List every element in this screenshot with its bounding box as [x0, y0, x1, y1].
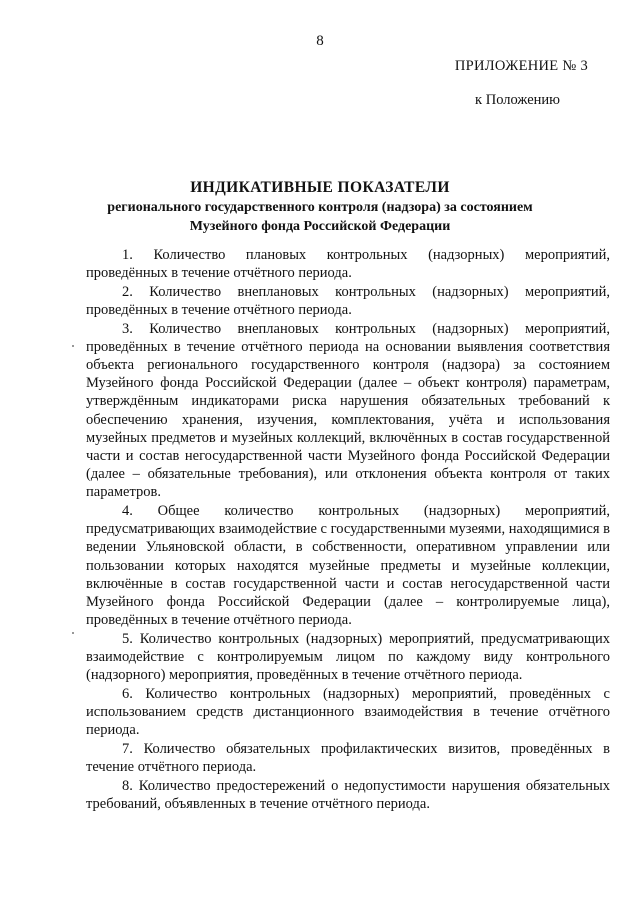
- list-item: 8. Количество предостережений о недопустимости нарушения обязательных требований, объявленных в течение отчётного периода.: [86, 777, 610, 812]
- title-line-3: Музейного фонда Российской Федерации: [189, 219, 451, 234]
- list-item: 4. Общее количество контрольных (надзорных) мероприятий, предусматривающих взаимодействие с государственными музеями, находящимися в ведении Ульяновской области, в собственности, оперативном управлении или пользовании которых находятся музейные предметы и музейные коллекции, включённые в состав государственной части и состав негосударственной части Музейного фонда Российской Федерации (далее – контролируемые лица), проведённых в течение отчётного периода.: [86, 503, 610, 629]
- page-number: 8: [316, 33, 324, 49]
- list-item: 3. Количество внеплановых контрольных (надзорных) мероприятий, проведённых в течение отчётного периода на основании выявления соответствия объекта регионального государственного контроля (надзора) за состоянием Музейного фонда Российской Федерации (далее – объект контроля) параметрам, утверждённым индикаторами риска нарушения обязательных требований к обеспечению хранения, изучения, комплектования, учёта и использования музейных предметов и музейных коллекций, включённых в состав государственной части и состав негосударственной части Музейного фонда Российской Федерации (далее – обязательные требования), или отклонения объекта контроля от таких параметров.: [86, 320, 610, 501]
- list-item: 5. Количество контрольных (надзорных) мероприятий, предусматривающих взаимодействие с контролируемым лицом по каждому виду контрольного (надзорного) мероприятия, проведённых в течение отчётного периода.: [86, 630, 610, 684]
- title-line-2: регионального государственного контроля (надзора) за состоянием: [107, 200, 533, 215]
- scan-artifact: [72, 632, 74, 634]
- indicator-list: [86, 246, 610, 813]
- list-item: 6. Количество контрольных (надзорных) мероприятий, проведённых с использованием средств дистанционного взаимодействия в течение отчётного периода.: [86, 685, 610, 739]
- list-item: 1. Количество плановых контрольных (надзорных) мероприятий, проведённых в течение отчётного периода.: [86, 247, 610, 282]
- list-item: 2. Количество внеплановых контрольных (надзорных) мероприятий, проведённых в течение отчётного периода.: [86, 283, 610, 318]
- list-item: 7. Количество обязательных профилактических визитов, проведённых в течение отчётного периода.: [86, 740, 610, 776]
- regulation-reference: к Положению: [475, 92, 560, 108]
- title-line-1: ИНДИКАТИВНЫЕ ПОКАЗАТЕЛИ: [190, 179, 450, 196]
- appendix-label: ПРИЛОЖЕНИЕ № 3: [454, 58, 588, 74]
- document-title: [0, 178, 640, 236]
- scan-artifact: [72, 345, 74, 347]
